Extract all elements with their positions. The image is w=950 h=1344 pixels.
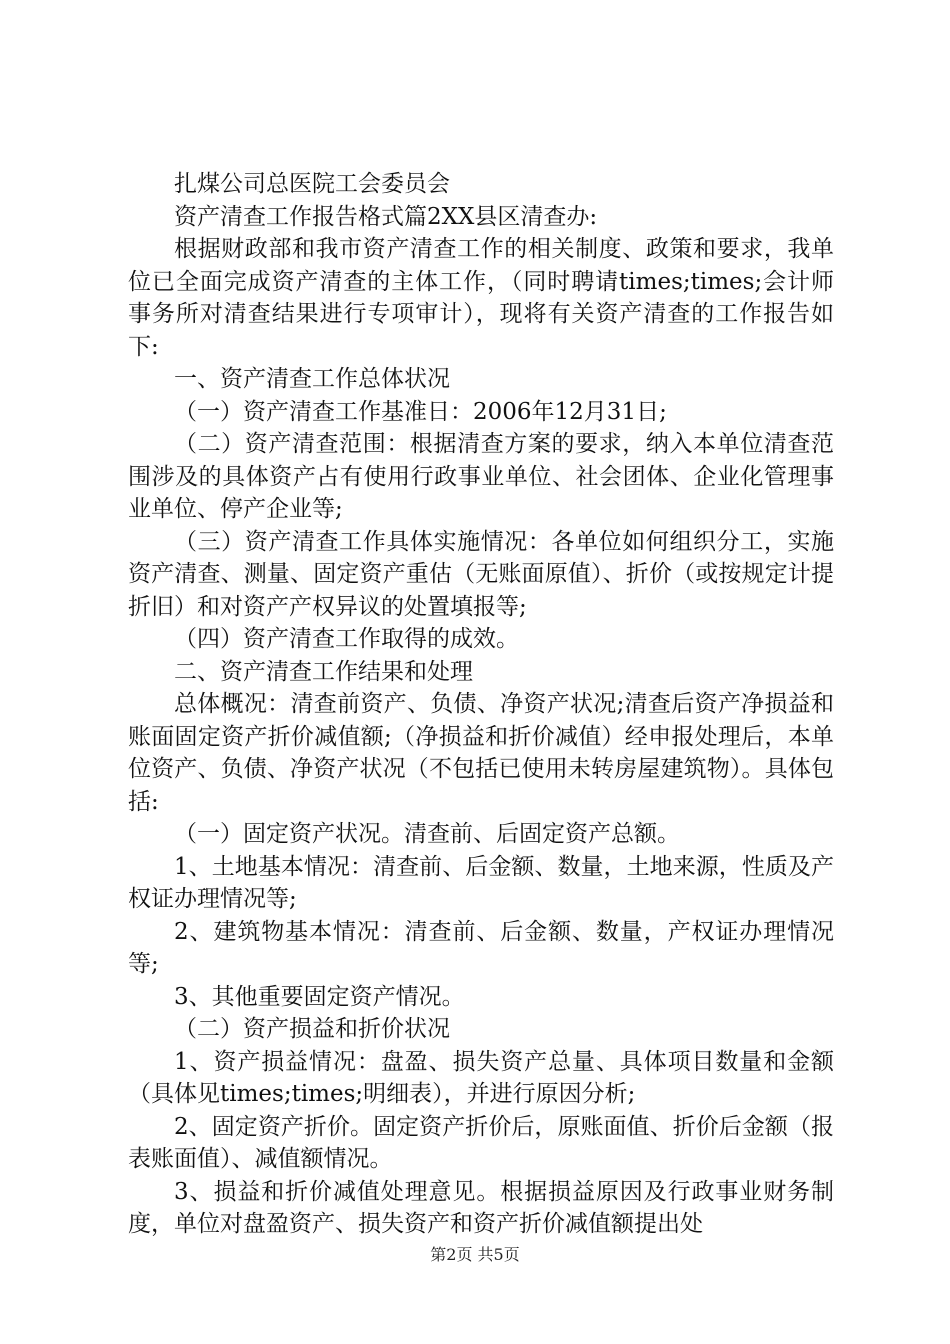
paragraph-item: 3、损益和折价减值处理意见。根据损益原因及行政事业财务制度，单位对盘盈资产、损失资产和资产折价减值额提出处 — [128, 1178, 834, 1237]
document-body — [128, 168, 834, 1241]
paragraph-item: （二）资产损益和折价状况 — [174, 1016, 450, 1042]
paragraph-item: （四）资产清查工作取得的成效。 — [174, 626, 519, 652]
paragraph-item: 1、资产损益情况：盘盈、损失资产总量、具体项目数量和金额（具体见times;times;明细表），并进行原因分析; — [128, 1048, 834, 1107]
section-heading-1: 一、资产清查工作总体状况 — [174, 366, 450, 392]
paragraph-report-heading: 资产清查工作报告格式篇2XX县区清查办: — [174, 203, 598, 230]
paragraph-item: 3、其他重要固定资产情况。 — [174, 983, 465, 1010]
paragraph-org-name: 扎煤公司总医院工会委员会 — [174, 171, 450, 197]
paragraph-item: 2、固定资产折价。固定资产折价后，原账面值、折价后金额（报表账面值）、减值额情况。 — [128, 1113, 834, 1172]
paragraph-item: （一）固定资产状况。清查前、后固定资产总额。 — [174, 821, 680, 847]
page-number-footer: 第2页 共5页 — [430, 1245, 520, 1264]
paragraph-intro: 根据财政部和我市资产清查工作的相关制度、政策和要求，我单位已全面完成资产清查的主体工作，（同时聘请times;times;会计师事务所对清查结果进行专项审计），现将有关资产清查的工作报告如下: — [128, 236, 834, 360]
paragraph-item: 1、土地基本情况：清查前、后金额、数量，土地来源，性质及产权证办理情况等; — [128, 853, 834, 912]
paragraph-overview: 总体概况：清查前资产、负债、净资产状况;清查后资产净损益和账面固定资产折价减值额;（净损益和折价减值）经申报处理后，本单位资产、负债、净资产状况（不包括已使用未转房屋建筑物）。具体包括: — [128, 691, 834, 815]
paragraph-item: （二）资产清查范围：根据清查方案的要求，纳入本单位清查范围涉及的具体资产占有使用行政事业单位、社会团体、企业化管理事业单位、停产企业等; — [128, 431, 834, 522]
paragraph-item: （一）资产清查工作基准日：2006年12月31日; — [174, 398, 667, 425]
paragraph-item: （三）资产清查工作具体实施情况：各单位如何组织分工，实施资产清查、测量、固定资产重估（无账面原值）、折价（或按规定计提折旧）和对资产产权异议的处置填报等; — [128, 528, 834, 620]
paragraph-item: 2、建筑物基本情况：清查前、后金额、数量，产权证办理情况等; — [128, 918, 834, 977]
section-heading-2: 二、资产清查工作结果和处理 — [174, 658, 473, 685]
